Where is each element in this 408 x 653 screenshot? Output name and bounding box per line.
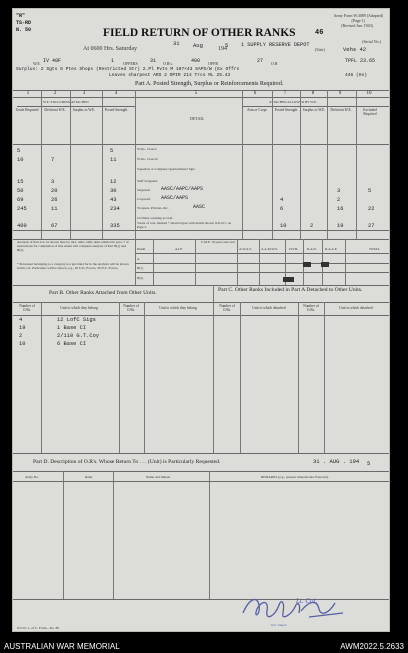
part-a-cell: 5 xyxy=(110,148,114,154)
rule xyxy=(209,471,210,599)
signature-scrawl xyxy=(239,591,349,625)
rule xyxy=(324,302,325,453)
part-c-col3: Number of O.Rs. xyxy=(303,304,319,312)
rule xyxy=(298,302,299,453)
total-col7: 10 xyxy=(280,223,287,229)
part-b-col3: Number of O.Rs. xyxy=(123,304,139,312)
total-col9: 19 xyxy=(337,223,344,229)
total-col10: 27 xyxy=(368,223,375,229)
detail-row-label: Troopers, Privates, &c. xyxy=(137,206,169,210)
analysis-row: B(2) xyxy=(137,276,144,280)
part-a-cell: 11 xyxy=(110,157,117,163)
part-a-cell: 10 xyxy=(17,157,24,163)
col-head: Deficient W.E. xyxy=(44,108,66,112)
rule xyxy=(135,239,136,285)
rule xyxy=(153,239,154,285)
part-a-cell: 26 xyxy=(51,197,58,203)
rule xyxy=(113,471,114,599)
rule xyxy=(345,239,346,285)
rule xyxy=(41,302,42,453)
rule xyxy=(135,90,136,239)
col-num-1: 1 xyxy=(26,91,30,96)
stamp-line-3: N. 50 xyxy=(16,27,32,33)
rule xyxy=(70,90,71,239)
right-notes-1: TPFL 23.65 xyxy=(345,58,376,64)
typed-detail: AASC/AAPC/AAPS xyxy=(161,186,204,192)
part-a-cell: 245 xyxy=(17,206,27,212)
analysis-head: Detail xyxy=(137,247,146,251)
rule xyxy=(237,239,238,285)
rule xyxy=(242,106,389,107)
part-a-cell: 5 xyxy=(17,148,21,154)
page-label: (Page 1) xyxy=(351,18,365,23)
unit-name: 1 SUPPLY RESERVE DEPOT xyxy=(241,42,310,48)
part-b-title: Part B. Other Ranks Attached from Other Units. xyxy=(49,290,157,296)
rule xyxy=(63,471,64,599)
analysis-head: CIVIL xyxy=(289,247,299,251)
typed-detail: AASC xyxy=(193,204,206,210)
part-a-cell: 69 xyxy=(17,197,24,203)
part-d-col-head: REMARKS (e.g., present whereabouts if known). xyxy=(261,475,329,479)
part-d-col-head: Army No. xyxy=(25,475,39,479)
rule xyxy=(242,90,243,239)
part-a-cell: 12 xyxy=(110,179,117,185)
col-head: Deficient W.E. xyxy=(330,108,352,112)
part-d-date: 31 . AUG . 194 xyxy=(313,458,360,465)
right-notes-2: 446 (Hs) xyxy=(345,73,368,78)
part-a-cell: 15 xyxy=(17,179,24,185)
part-d-col-head: Name and Initials xyxy=(146,475,171,479)
attached-allowed-head: ATTACHED ALLOWED BY W.E. xyxy=(269,100,317,104)
total-col2: 67 xyxy=(51,223,58,229)
part-b-number: 10 xyxy=(19,341,26,347)
ink-block xyxy=(283,277,294,282)
rule xyxy=(213,285,214,453)
page-title: FIELD RETURN OF OTHER RANKS xyxy=(103,27,296,39)
part-a-cell: 43 xyxy=(110,197,117,203)
detail-row-label: W.Os., Class II. xyxy=(137,157,159,161)
detail-row-label: Sergeants xyxy=(137,188,151,192)
part-b-col1: Number of O.Rs. xyxy=(19,304,35,312)
form-label: Army Form W.3089 (Adapted) xyxy=(333,13,383,18)
surplus-line-2: Leaves sharpest ARS 2 OPIR 214 Trcs RL 25.43 xyxy=(109,73,231,78)
stamp-line-1: "R" xyxy=(16,13,26,19)
rule xyxy=(102,90,103,239)
detail-row-label: Corporals xyxy=(137,197,151,201)
offr-label: OFFR xyxy=(208,61,219,66)
rule xyxy=(135,272,389,273)
part-a-cell: 5 xyxy=(368,188,372,194)
col-num-6: 6 xyxy=(253,91,257,96)
part-b-unit: 12 LofC Sigs xyxy=(57,317,96,323)
rule xyxy=(195,239,196,285)
part-a-cell: 22 xyxy=(368,206,375,212)
part-b-col2: Unit to which they belong xyxy=(60,306,98,310)
revised-label: (Revised Jan. 1943) xyxy=(341,23,373,28)
part-c-title: Part C. Other Ranks Included in Part A Detached to Other Units. xyxy=(218,287,363,293)
stamp-line-2: TS-RD xyxy=(16,20,32,26)
date-month: Aug xyxy=(193,42,203,49)
or-label: O.R xyxy=(271,61,278,66)
date-year-label: 194 xyxy=(218,46,227,52)
part-d-date-digit: 5 xyxy=(367,460,371,467)
part-c-col1: Number of O.Rs. xyxy=(219,304,235,312)
rule xyxy=(17,106,135,107)
rule xyxy=(13,453,389,454)
rule xyxy=(13,315,389,316)
ors-value: 31 xyxy=(150,58,157,64)
col-num-8: 8 xyxy=(311,91,315,96)
total-col1: 400 xyxy=(17,223,27,229)
serial-label: (Serial No.) xyxy=(362,39,381,44)
col-head: Surplus to W.E. xyxy=(72,108,96,112)
part-a-title: Part A. Posted Strength, Surplus or Reinforcements Required. xyxy=(135,81,284,87)
part-a-cell: 20 xyxy=(51,188,58,194)
part-a-cell: 30 xyxy=(110,188,117,194)
col-head: Excluded Required xyxy=(363,108,377,116)
col-num-4: 4 xyxy=(114,91,118,96)
form-printer-line: N.S.W. L. of C. Form—No. 89 xyxy=(17,626,59,630)
rule xyxy=(13,302,389,303)
analysis-head: A.A.M.W.S. xyxy=(261,247,278,251)
part-a-cell: 3 xyxy=(337,188,341,194)
analysis-head: A.W.A.S. xyxy=(239,247,253,251)
signature-caption: O.C. Depot xyxy=(271,623,287,627)
part-a-cell: 50 xyxy=(17,188,24,194)
part-a-cell: 7 xyxy=(51,157,55,163)
col-num-3: 3 xyxy=(82,91,86,96)
analysis-head: TOTAL xyxy=(369,247,380,251)
rule xyxy=(240,302,241,453)
part-a-cell: 16 xyxy=(337,206,344,212)
offers-label: OFFERS xyxy=(123,61,138,66)
rule xyxy=(119,302,120,453)
offers-value: 1 xyxy=(111,58,115,64)
col-num-5: 5 xyxy=(194,91,198,96)
rule xyxy=(327,90,328,239)
col-head: Arm or Corps xyxy=(247,108,267,112)
ors2-value: 400 xyxy=(191,58,201,64)
part-b-unit: 2/110 G.T.Coy xyxy=(57,333,100,339)
unit-label: (Unit) xyxy=(315,47,325,52)
we-label: W.E. xyxy=(33,61,41,66)
signature-text: Lt. Col. xyxy=(296,597,318,605)
rule xyxy=(259,239,260,285)
detail-row-label: W.Os., Class I. xyxy=(137,147,158,151)
detail-row-label: Staff Sergeants xyxy=(137,179,158,183)
part-a-cell: 3 xyxy=(51,179,55,185)
analysis-row: A xyxy=(137,257,140,261)
totals-note: Totals of cols. marked * should agree with details shown in Part C on Page 2. xyxy=(137,221,232,229)
total-col8: 2 xyxy=(310,223,314,229)
analysis-text: Analysis of Part A to be shown here by ALL units. Only units entitled in para. 7 of instructions for completion of this return will complete analysis of Part B(1) and B(2). xyxy=(17,240,129,252)
part-b-unit: 1 Base CI xyxy=(57,325,87,331)
analysis-head: A.I.F. xyxy=(175,247,183,251)
ink-block xyxy=(321,262,329,267)
rule xyxy=(300,90,301,239)
col-head: Surplus to W.E. xyxy=(302,108,326,112)
analysis-head: C.M.F. 18 years and over xyxy=(200,240,236,244)
part-a-cell: 6 xyxy=(280,206,284,212)
analysis-head: R.A.N. xyxy=(307,247,317,251)
archive-name: AUSTRALIAN WAR MEMORIAL xyxy=(4,642,120,651)
part-a-cell: 2 xyxy=(337,197,341,203)
part-c-col4: Unit to which detached xyxy=(339,306,373,310)
ors-label: O.R's. xyxy=(163,61,173,66)
vehs-value: Vehs 42 xyxy=(343,46,367,53)
archive-footer xyxy=(0,640,408,653)
typed-detail: AASC/AAPS xyxy=(161,195,189,201)
part-a-cell: 234 xyxy=(110,206,120,212)
rule xyxy=(144,302,145,453)
detail-head: DETAIL xyxy=(190,116,205,121)
at-text: At 0600 Hrs. Saturday xyxy=(83,46,137,52)
col-head: Totals Required xyxy=(15,108,39,112)
part-a-cell: 4 xyxy=(280,197,284,203)
rule xyxy=(41,90,42,239)
part-b-unit: 6 Base CI xyxy=(57,341,87,347)
part-c-col2: Unit to which detached xyxy=(252,306,286,310)
part-b-number: 2 xyxy=(19,333,23,339)
col-num-2: 2 xyxy=(53,91,57,96)
part-b-col4: Unit to which they belong xyxy=(159,306,197,310)
we-value: IV 40F xyxy=(43,58,62,64)
detail-row-label: Squadron or Company Quartermaster Sgts. xyxy=(137,167,196,171)
part-b-number: 19 xyxy=(19,325,26,331)
ink-block xyxy=(303,262,311,267)
date-day: 31 xyxy=(173,40,180,47)
col-num-9: 9 xyxy=(338,91,342,96)
rule xyxy=(13,481,389,482)
col-num-10: 10 xyxy=(366,91,372,96)
part-d-col-head: Rank xyxy=(85,475,93,479)
or-value: 27 xyxy=(257,58,264,64)
archive-reference: AWM2022.5.2633 xyxy=(340,642,404,651)
field-return-document xyxy=(12,8,390,632)
surplus-line: Surplus: 2 Sgts 6 Ptes Shops (Restricted Str) 2.Pl Pvts M 107×43 SAPS/W (Ex Offrs xyxy=(16,67,240,72)
analysis-row: B(1) xyxy=(137,266,144,270)
analysis-head: R.A.A.F. xyxy=(325,247,338,251)
part-a-cell: 11 xyxy=(51,206,58,212)
serial-value: 46 xyxy=(315,29,324,37)
detail-row-label: Civilians counting as O.R. xyxy=(137,216,173,220)
rule xyxy=(13,285,389,286)
col-head: Posted Strength xyxy=(104,108,128,112)
rule xyxy=(272,90,273,239)
col-num-7: 7 xyxy=(283,91,287,96)
part-b-number: 4 xyxy=(19,317,23,323)
total-col4: 335 xyxy=(110,223,120,229)
part-d-title: Part D. Description of O.R's. Whose Return To . . . (Unit) is Particularly Requested. xyxy=(33,459,221,465)
rule xyxy=(135,263,389,264)
rule xyxy=(13,471,389,472)
analysis-footnote: * Personnel belonging to a category not provided for in the analysis will be shown in this col. Particulars will be shown, e.g., 20 U.K. Forces, 30 N.Z. Forces. xyxy=(17,262,129,270)
col-head: Posted Strength xyxy=(274,108,298,112)
rule xyxy=(135,253,389,254)
date-year-digit: 5 xyxy=(225,42,229,49)
we-excluding-head: W.E. EXCLUDING ATTACHED xyxy=(43,100,89,104)
rule xyxy=(356,90,357,239)
